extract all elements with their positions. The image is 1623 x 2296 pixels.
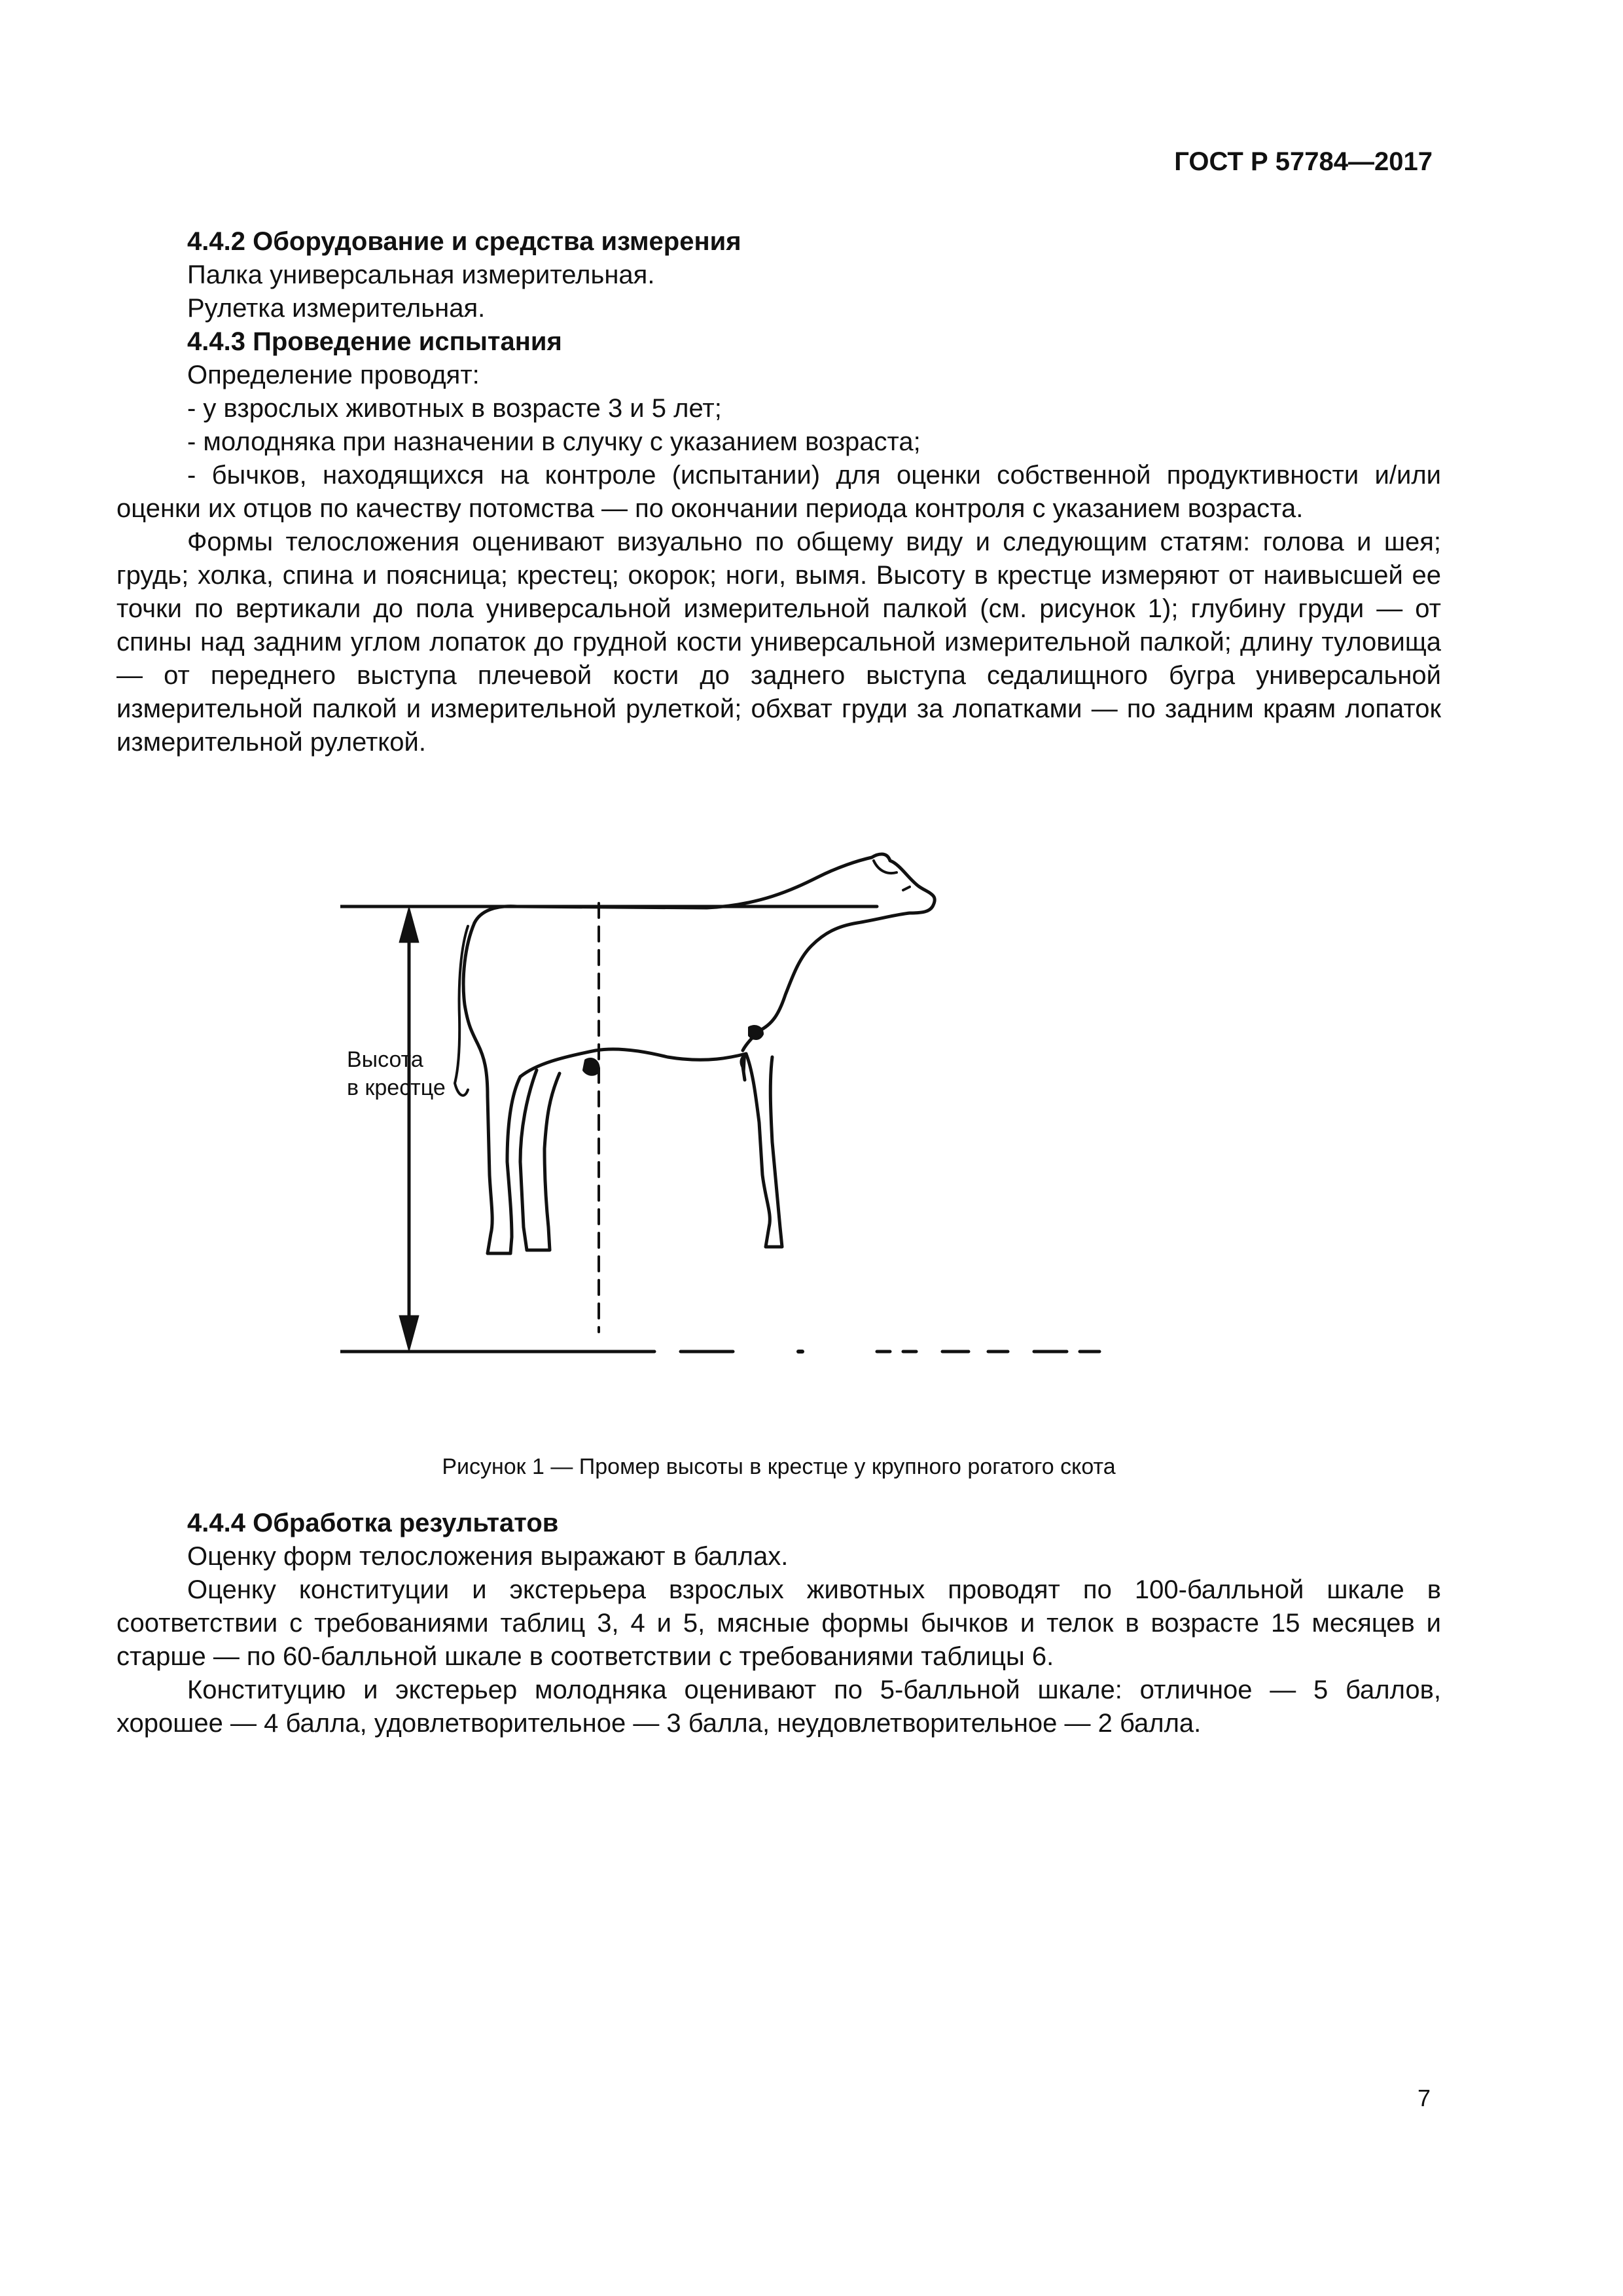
heading-4-4-3: 4.4.3 Проведение испытания [187, 327, 562, 356]
list-item: - бычков, находящихся на контроле (испытании) для оценки собственной продуктивности и/или оценки их отцов по качеству потомства — по окончании периода контроля с указанием возраста. [116, 461, 1441, 523]
body-paragraph: Оценку конституции и экстерьера взрослых животных проводят по 100-балльной шкале в соответствии с требованиями таблиц 3, 4 и 5, мясные формы бычков и телок в возрасте 15 месяцев и старше — по 60-балльной шкале в соответствии с требованиями таблицы 6. [116, 1575, 1441, 1671]
figure-caption: Рисунок 1 — Промер высоты в крестце у крупного рогатого скота [442, 1454, 1116, 1479]
list-item: - у взрослых животных в возрасте 3 и 5 лет; [187, 394, 722, 423]
heading-4-4-2: 4.4.2 Оборудование и средства измерения [187, 227, 741, 256]
cow-hock-mark [584, 1059, 599, 1075]
body-paragraph: Конституцию и экстерьер молодняка оценивают по 5-балльной шкале: отличное — 5 баллов, хорошее — 4 балла, удовлетворительное — 3 балла, неудовлетворительное — 2 балла. [116, 1676, 1441, 1738]
cow-knee-front [741, 1054, 746, 1080]
cow-eye [903, 887, 910, 890]
results-section [116, 1507, 1441, 1740]
heading-4-4-4: 4.4.4 Обработка результатов [187, 1509, 559, 1537]
main-text [116, 225, 1441, 759]
list-item: - молодняка при назначении в случку с указанием возраста; [187, 427, 921, 456]
cow-front-knee-mark [749, 1026, 762, 1039]
figure-label-line1: Высота [347, 1047, 423, 1072]
arrow-up-head [399, 906, 419, 942]
body-paragraph: Формы телосложения оценивают визуально по общему виду и следующим статям: голова и шея; грудь; холка, спина и поясница; крестец; окорок; ноги, вымя. Высоту в крестце измеряют от наивысшей ее точки по вертикали до пола универсальной измерительной палкой (см. рисунок 1); глубину груди — от спины над задним углом лопаток до грудной кости универсальной измерительной палкой; длину туловища — от переднего выступа плечевой кости до заднего выступа седалищного бугра универсальной измерительной палкой и измерительной рулеткой; обхват груди за лопатками — по задним краям лопаток измерительной рулеткой. [116, 528, 1441, 757]
cow-second-hind-leg [520, 1070, 560, 1250]
cow-belly [596, 1049, 746, 1060]
intro-line: Определение проводят: [187, 361, 480, 389]
page-number: 7 [1417, 2085, 1431, 2111]
cow-front-leg [746, 1054, 782, 1247]
figure-label-line2: в крестце [347, 1075, 446, 1100]
equipment-line: Рулетка измерительная. [187, 294, 486, 323]
cow-drawing [340, 834, 1191, 1378]
equipment-line: Палка универсальная измерительная. [187, 260, 655, 289]
cow-height-figure [340, 834, 1191, 1378]
cow-back-head-outline [474, 854, 935, 1050]
body-paragraph: Оценку форм телосложения выражают в баллах. [187, 1542, 789, 1571]
document-id-header: ГОСТ Р 57784—2017 [1174, 147, 1433, 176]
arrow-down-head [399, 1316, 419, 1352]
